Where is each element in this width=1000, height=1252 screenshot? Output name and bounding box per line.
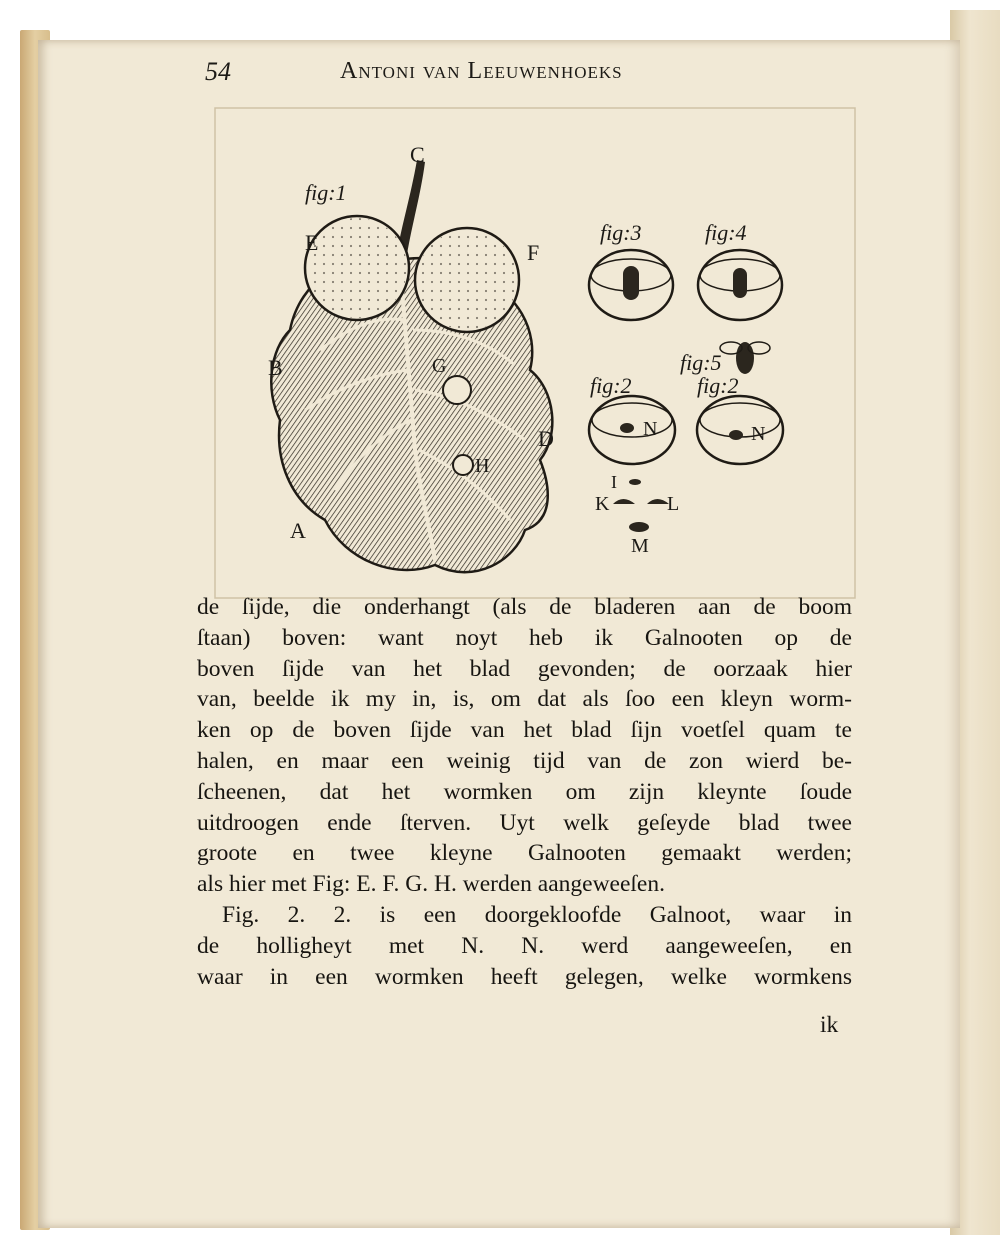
- text-line: ſcheenen, dat het wormken om zijn kleynte ſoude: [197, 778, 852, 805]
- label-l: L: [667, 493, 680, 515]
- label-m: M: [631, 535, 649, 557]
- label-n-right: N: [751, 423, 766, 445]
- label-a: A: [290, 518, 306, 543]
- larva-l: [647, 499, 669, 504]
- label-h: H: [475, 455, 490, 477]
- fig2-gall-right: [697, 396, 783, 464]
- text-line: de holligheyt met N. N. werd aangeweeſen, en: [197, 932, 852, 959]
- larva-m: [629, 522, 649, 532]
- text-line: waar in een wormken heeft gelegen, welke wormkens: [197, 963, 852, 990]
- catchword: ik: [820, 1012, 839, 1038]
- label-fig2: fig:2: [590, 373, 632, 398]
- gall-g: [443, 376, 471, 404]
- text-line: ſtaan) boven: want noyt heb ik Galnooten op de: [197, 624, 852, 651]
- text-line: groote en twee kleyne Galnooten gemaakt werden;: [197, 840, 852, 867]
- label-k: K: [595, 493, 610, 515]
- running-title: Antoni van Leeuwenhoeks: [340, 58, 623, 84]
- text-line: halen, en maar een weinig tijd van de zon wierd be-: [197, 747, 852, 774]
- label-e: E: [305, 230, 319, 255]
- text-line: uitdroogen ende ſterven. Uyt welk geſeyde blad twee: [197, 809, 852, 836]
- fig3-gall-section: [589, 250, 673, 320]
- text-line: Fig. 2. 2. is een doorgekloofde Galnoot, waar in: [222, 901, 852, 928]
- label-d: D: [538, 426, 554, 451]
- label-fig1: fig:1: [305, 180, 347, 205]
- gall-oak-leaf-engraving: [195, 90, 875, 610]
- gall-h: [453, 455, 473, 475]
- label-f: F: [527, 240, 540, 265]
- label-fig4: fig:4: [705, 220, 747, 245]
- label-b: B: [268, 355, 283, 380]
- text-line: als hier met Fig: E. F. G. H. werden aangeweeſen.: [197, 871, 665, 898]
- text-line: boven ſijde van het blad gevonden; de oorzaak hier: [197, 655, 852, 682]
- body-text: [197, 592, 852, 992]
- label-i: I: [611, 472, 617, 492]
- label-c: C: [410, 142, 425, 167]
- larva-k: [613, 499, 635, 504]
- larva-i: [629, 479, 641, 485]
- page-number: 54: [205, 57, 231, 86]
- fig2-gall-left: [589, 396, 675, 464]
- fig4-gall-section: [698, 250, 782, 320]
- label-fig2-second: fig:2: [697, 373, 739, 398]
- text-line: ken op de boven ſijde van het blad ſijn voetſel quam te: [197, 717, 852, 744]
- engraving-plate: [195, 90, 875, 610]
- label-n-left: N: [643, 418, 658, 440]
- text-line: van, beelde ik my in, is, om dat als ſoo een kleyn worm-: [197, 686, 852, 713]
- label-fig5: fig:5: [680, 350, 722, 375]
- label-g: G: [432, 355, 447, 377]
- label-fig3: fig:3: [600, 220, 642, 245]
- text-line: de ſijde, die onderhangt (als de bladeren aan de boom: [197, 594, 852, 620]
- fig5-gall-wasp: [720, 342, 770, 374]
